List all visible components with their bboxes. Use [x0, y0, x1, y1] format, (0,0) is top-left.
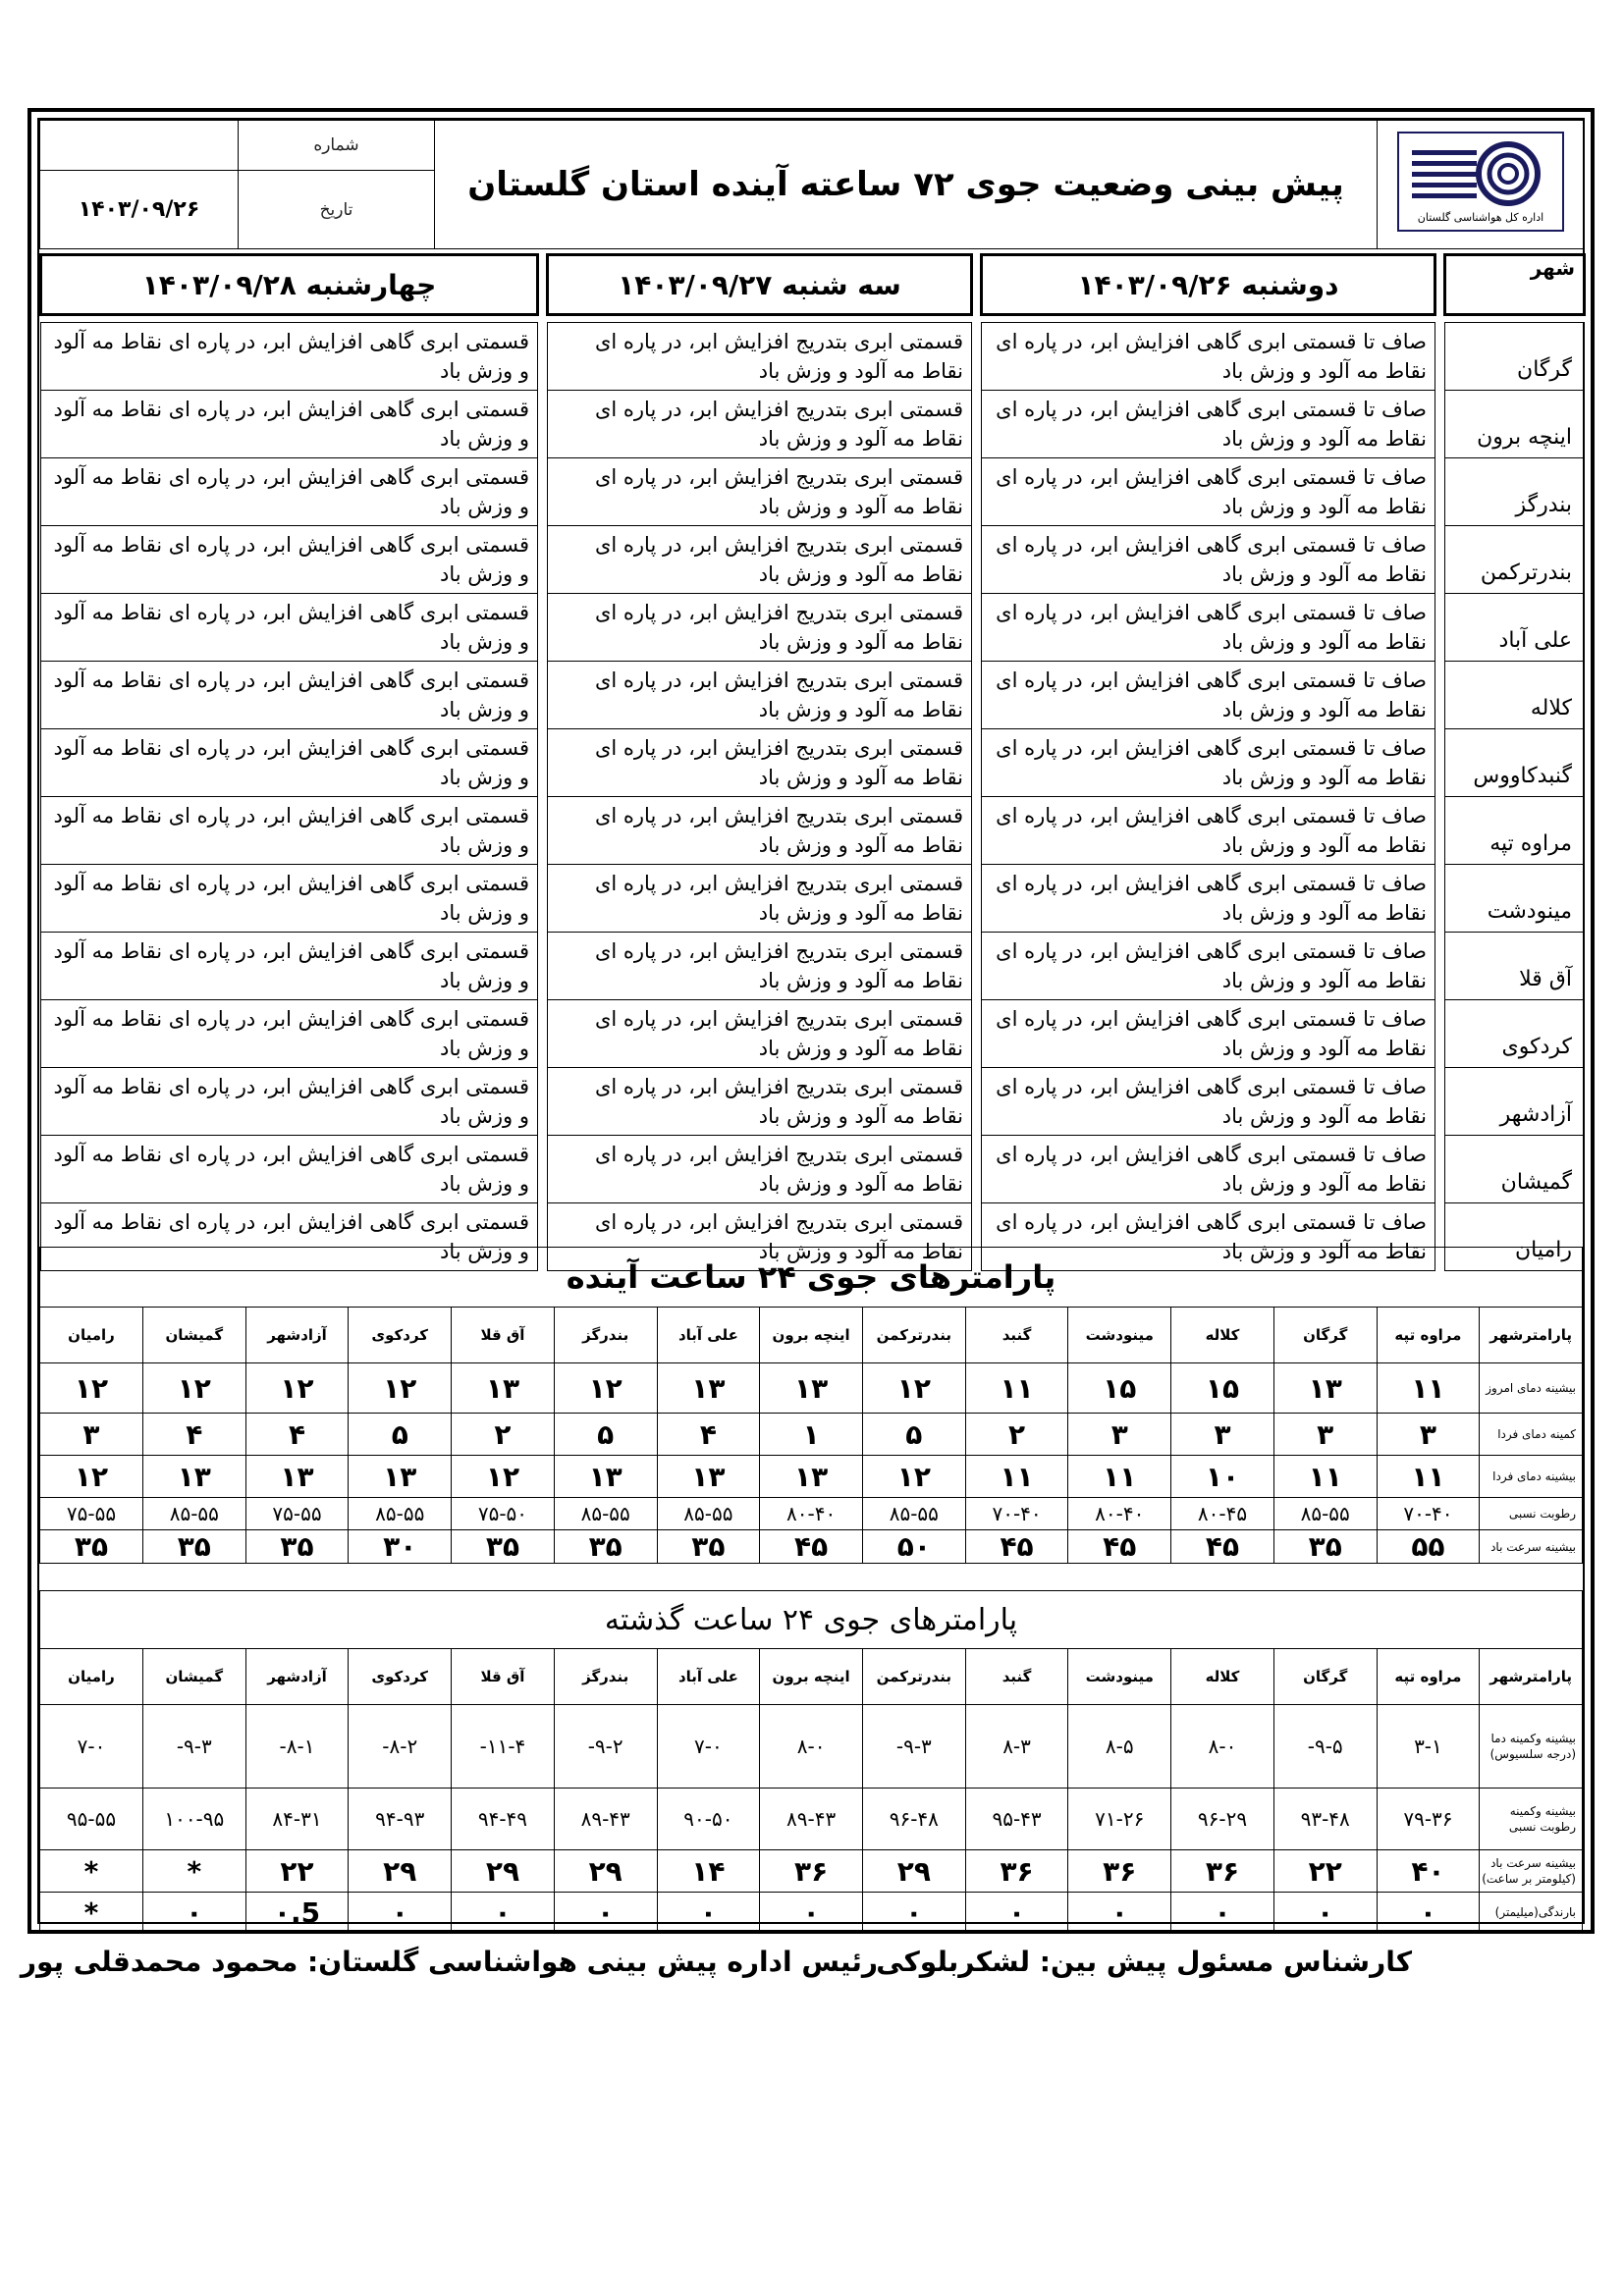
param-label: کمینه دمای فردا: [1480, 1414, 1583, 1456]
param-city-header: گرگان: [1273, 1308, 1377, 1363]
param-value: ۱۴: [657, 1850, 760, 1893]
param-value: ۱۱-۴-: [452, 1705, 555, 1789]
param-value: ۲۹: [554, 1850, 657, 1893]
date-label: تاریخ: [239, 171, 435, 249]
param-value: *: [40, 1850, 143, 1893]
forecast-day1-text: صاف تا قسمتی ابری گاهی افزایش ابر، در پاره ای نقاط مه آلود و وزش باد: [982, 1068, 1435, 1136]
param-value: ۱۲: [40, 1363, 143, 1414]
city-name: گنبدکاووس: [1445, 729, 1585, 797]
param-row: [40, 1789, 1583, 1850]
param-value: ۸۵-۵۵: [554, 1498, 657, 1530]
param-corner-header: پارامترشهر: [1480, 1649, 1583, 1705]
param-value: ۸-۱-: [245, 1705, 349, 1789]
param-value: ۸۹-۴۳: [760, 1789, 863, 1850]
forecast-day2-text: قسمتی ابری بتدریج افزایش ابر، در پاره ای نقاط مه آلود و وزش باد: [548, 1000, 972, 1068]
param-label: بیشینه وکمینه رطوبت نسبی: [1480, 1789, 1583, 1850]
number-value: [40, 121, 239, 171]
param-value: ۸۰-۴۰: [760, 1498, 863, 1530]
city-name: بندرگز: [1445, 458, 1585, 526]
param-value: ۸۵-۵۵: [657, 1498, 760, 1530]
city-name: مراوه تپه: [1445, 797, 1585, 865]
forecast-day2-text: قسمتی ابری بتدریج افزایش ابر، در پاره ای نقاط مه آلود و وزش باد: [548, 391, 972, 458]
param-row: [40, 1414, 1583, 1456]
param-value: ۷۵-۵۵: [40, 1498, 143, 1530]
city-name: گمیشان: [1445, 1136, 1585, 1203]
param-city-header: کردکوی: [349, 1649, 452, 1705]
forecast-day3-text: قسمتی ابری گاهی افزایش ابر، در پاره ای نقاط مه آلود و وزش باد: [41, 662, 538, 729]
forecast-row: [41, 1068, 1585, 1136]
param-city-header: علی آباد: [657, 1649, 760, 1705]
forecast-day2-text: قسمتی ابری بتدریج افزایش ابر، در پاره ای نقاط مه آلود و وزش باد: [548, 662, 972, 729]
meteorological-organization-logo: [1392, 129, 1569, 237]
param-value: ۱۲: [554, 1363, 657, 1414]
forecast-day3-text: قسمتی ابری گاهی افزایش ابر، در پاره ای نقاط مه آلود و وزش باد: [41, 1136, 538, 1203]
param-value: ۱۲: [142, 1363, 245, 1414]
forecast-day3-text: قسمتی ابری گاهی افزایش ابر، در پاره ای نقاط مه آلود و وزش باد: [41, 594, 538, 662]
city-name: بندرترکمن: [1445, 526, 1585, 594]
param-value: ۴: [142, 1414, 245, 1456]
param-city-header: کردکوی: [349, 1308, 452, 1363]
param-city-header: آق قلا: [452, 1308, 555, 1363]
param-value: ۳: [1068, 1414, 1171, 1456]
forecast-day1-text: صاف تا قسمتی ابری گاهی افزایش ابر، در پاره ای نقاط مه آلود و وزش باد: [982, 1203, 1435, 1271]
forecast-day3-text: قسمتی ابری گاهی افزایش ابر، در پاره ای نقاط مه آلود و وزش باد: [41, 865, 538, 933]
header-table: [39, 120, 1584, 249]
forecast-day1-text: صاف تا قسمتی ابری گاهی افزایش ابر، در پاره ای نقاط مه آلود و وزش باد: [982, 729, 1435, 797]
param-value: ۸۹-۴۳: [554, 1789, 657, 1850]
param-value: ۹-۳-: [862, 1705, 965, 1789]
param-row: [40, 1893, 1583, 1933]
param-value: ۳۵: [452, 1530, 555, 1564]
forecast-day3-text: قسمتی ابری گاهی افزایش ابر، در پاره ای نقاط مه آلود و وزش باد: [41, 1068, 538, 1136]
city-name: کلاله: [1445, 662, 1585, 729]
forecast-day3-text: قسمتی ابری گاهی افزایش ابر، در پاره ای نقاط مه آلود و وزش باد: [41, 391, 538, 458]
param-city-header: آزادشهر: [245, 1308, 349, 1363]
param-value: ۴۰: [1377, 1850, 1480, 1893]
param-value: ۸۰-۴۵: [1171, 1498, 1274, 1530]
param-value: ۰: [1273, 1893, 1377, 1933]
param-city-header: گمیشان: [142, 1649, 245, 1705]
param-value: ۰: [1171, 1893, 1274, 1933]
param-value: ۷۰-۴۰: [1377, 1498, 1480, 1530]
param-city-header: مینودشت: [1068, 1649, 1171, 1705]
param-value: ۸-۵: [1068, 1705, 1171, 1789]
param-value: ۳۵: [1273, 1530, 1377, 1564]
param-label: بیشینه سرعت باد: [1480, 1530, 1583, 1564]
param-value: ۳: [40, 1414, 143, 1456]
number-label: شماره: [239, 121, 435, 171]
forecast-row: [41, 526, 1585, 594]
param-city-header: بندرگز: [554, 1649, 657, 1705]
param-value: ۰: [452, 1893, 555, 1933]
param-value: ۹۶-۲۹: [1171, 1789, 1274, 1850]
forecast-row: [41, 1000, 1585, 1068]
param-value: ۱۲: [349, 1363, 452, 1414]
param-value: ۵: [554, 1414, 657, 1456]
param-label: بارندگی(میلیمتر): [1480, 1893, 1583, 1933]
param-row: [40, 1705, 1583, 1789]
forecast-day3-text: قسمتی ابری گاهی افزایش ابر، در پاره ای نقاط مه آلود و وزش باد: [41, 797, 538, 865]
param-value: ۳۵: [142, 1530, 245, 1564]
param-city-header: کلاله: [1171, 1308, 1274, 1363]
param-value: ۱۳: [142, 1456, 245, 1498]
param-value: ۳۵: [657, 1530, 760, 1564]
param-value: ۱۳: [760, 1363, 863, 1414]
city-name: رامیان: [1445, 1203, 1585, 1271]
city-column-header: شهر: [1445, 255, 1585, 315]
forecast-row: [41, 323, 1585, 391]
param-value: ۸۴-۳۱: [245, 1789, 349, 1850]
param-label: بیشینه دمای امروز: [1480, 1363, 1583, 1414]
param-value: ۱۲: [862, 1456, 965, 1498]
forecast-row: [41, 933, 1585, 1000]
city-name: کردکوی: [1445, 1000, 1585, 1068]
forecast-row: [41, 662, 1585, 729]
param-value: ۷۹-۳۶: [1377, 1789, 1480, 1850]
param-value: ۲۹: [452, 1850, 555, 1893]
forecast-row: [41, 458, 1585, 526]
param-value: ۰: [862, 1893, 965, 1933]
param-label: بیشینه وکمینه دما (درجه سلسیوس): [1480, 1705, 1583, 1789]
param-city-header: گنبد: [965, 1308, 1068, 1363]
forecast-day2-text: قسمتی ابری بتدریج افزایش ابر، در پاره ای نقاط مه آلود و وزش باد: [548, 933, 972, 1000]
forecast-day2-text: قسمتی ابری بتدریج افزایش ابر، در پاره ای نقاط مه آلود و وزش باد: [548, 865, 972, 933]
param-value: ۲: [452, 1414, 555, 1456]
day-header-3: چهارشنبه ۱۴۰۳/۰۹/۲۸: [41, 255, 538, 315]
forecast-day1-text: صاف تا قسمتی ابری گاهی افزایش ابر، در پاره ای نقاط مه آلود و وزش باد: [982, 662, 1435, 729]
param-value: ۵۰: [862, 1530, 965, 1564]
param-value: ۰: [554, 1893, 657, 1933]
forecast-day2-text: قسمتی ابری بتدریج افزایش ابر، در پاره ای نقاط مه آلود و وزش باد: [548, 594, 972, 662]
params-past-table: [39, 1590, 1583, 1933]
param-city-header: آزادشهر: [245, 1649, 349, 1705]
param-value: ۲۲: [1273, 1850, 1377, 1893]
forecast-day2-text: قسمتی ابری بتدریج افزایش ابر، در پاره ای نقاط مه آلود و وزش باد: [548, 1068, 972, 1136]
param-value: ۱۳: [349, 1456, 452, 1498]
param-city-header: رامیان: [40, 1649, 143, 1705]
param-row: [40, 1363, 1583, 1414]
forecast-row: [41, 594, 1585, 662]
param-value: ۰: [349, 1893, 452, 1933]
forecast-row: [41, 729, 1585, 797]
forecast-day1-text: صاف تا قسمتی ابری گاهی افزایش ابر، در پاره ای نقاط مه آلود و وزش باد: [982, 865, 1435, 933]
param-value: ۲: [965, 1414, 1068, 1456]
city-name: گرگان: [1445, 323, 1585, 391]
param-value: ۸-۲-: [349, 1705, 452, 1789]
forecast-day1-text: صاف تا قسمتی ابری گاهی افزایش ابر، در پاره ای نقاط مه آلود و وزش باد: [982, 323, 1435, 391]
param-value: ۱: [760, 1414, 863, 1456]
param-city-header: کلاله: [1171, 1649, 1274, 1705]
day-header-1: دوشنبه ۱۴۰۳/۰۹/۲۶: [982, 255, 1435, 315]
param-city-header: گمیشان: [142, 1308, 245, 1363]
param-value: *: [142, 1850, 245, 1893]
page-title: پیش بینی وضعیت جوی ۷۲ ساعته آینده استان گلستان: [435, 121, 1378, 249]
param-value: ۸-۳: [965, 1705, 1068, 1789]
param-value: ۱۵: [1171, 1363, 1274, 1414]
param-value: ۵۵: [1377, 1530, 1480, 1564]
param-value: ۱۰۰-۹۵: [142, 1789, 245, 1850]
param-value: ۱۳: [657, 1363, 760, 1414]
param-value: ۷۱-۲۶: [1068, 1789, 1171, 1850]
param-row: [40, 1498, 1583, 1530]
param-label: بیشینه دمای فردا: [1480, 1456, 1583, 1498]
forecast-day3-text: قسمتی ابری گاهی افزایش ابر، در پاره ای نقاط مه آلود و وزش باد: [41, 526, 538, 594]
param-value: ۲۹: [862, 1850, 965, 1893]
param-value: ۰: [1068, 1893, 1171, 1933]
param-value: ۸۵-۵۵: [1273, 1498, 1377, 1530]
param-value: ۸۵-۵۵: [142, 1498, 245, 1530]
param-row: [40, 1850, 1583, 1893]
city-name: آق قلا: [1445, 933, 1585, 1000]
param-value: ۱۱: [1377, 1456, 1480, 1498]
param-value: ۱۱: [965, 1363, 1068, 1414]
param-city-header: بندرترکمن: [862, 1649, 965, 1705]
param-value: ۹-۲-: [554, 1705, 657, 1789]
forecast-row: [41, 865, 1585, 933]
param-value: ۴۵: [760, 1530, 863, 1564]
param-value: ۰: [760, 1893, 863, 1933]
param-value: ۳۶: [760, 1850, 863, 1893]
param-city-header: علی آباد: [657, 1308, 760, 1363]
forecast-row: [41, 391, 1585, 458]
city-name: آزادشهر: [1445, 1068, 1585, 1136]
param-value: ۱۳: [657, 1456, 760, 1498]
params-past-title: پارامترهای جوی ۲۴ ساعت گذشته: [40, 1591, 1583, 1649]
param-value: ۱۱: [1377, 1363, 1480, 1414]
forecast-day2-text: قسمتی ابری بتدریج افزایش ابر، در پاره ای نقاط مه آلود و وزش باد: [548, 526, 972, 594]
param-city-header: رامیان: [40, 1308, 143, 1363]
param-value: ۸-۰: [760, 1705, 863, 1789]
forecast-day1-text: صاف تا قسمتی ابری گاهی افزایش ابر، در پاره ای نقاط مه آلود و وزش باد: [982, 933, 1435, 1000]
param-city-header: مراوه تپه: [1377, 1649, 1480, 1705]
param-value: ۸۵-۵۵: [862, 1498, 965, 1530]
param-value: ۲۲: [245, 1850, 349, 1893]
param-value: ۱۲: [452, 1456, 555, 1498]
param-city-header: مراوه تپه: [1377, 1308, 1480, 1363]
expert-signature: کارشناس مسئول پیش بین: لشکربلوکی: [876, 1946, 1412, 1978]
param-value: ۱۳: [1273, 1363, 1377, 1414]
day-header-2: سه شنبه ۱۴۰۳/۰۹/۲۷: [548, 255, 972, 315]
param-value: ۷-۰: [40, 1705, 143, 1789]
city-name: علی آباد: [1445, 594, 1585, 662]
forecast-day1-text: صاف تا قسمتی ابری گاهی افزایش ابر، در پاره ای نقاط مه آلود و وزش باد: [982, 797, 1435, 865]
param-value: ۱۱: [1273, 1456, 1377, 1498]
param-city-header: گرگان: [1273, 1649, 1377, 1705]
forecast-day2-text: قسمتی ابری بتدریج افزایش ابر، در پاره ای نقاط مه آلود و وزش باد: [548, 1203, 972, 1271]
forecast-day3-text: قسمتی ابری گاهی افزایش ابر، در پاره ای نقاط مه آلود و وزش باد: [41, 1203, 538, 1271]
params-next-title: پارامترهای جوی ۲۴ ساعت آینده: [40, 1248, 1583, 1308]
param-value: ۵: [349, 1414, 452, 1456]
param-value: ۹۰-۵۰: [657, 1789, 760, 1850]
forecast-day1-text: صاف تا قسمتی ابری گاهی افزایش ابر، در پاره ای نقاط مه آلود و وزش باد: [982, 1000, 1435, 1068]
forecast-day2-text: قسمتی ابری بتدریج افزایش ابر، در پاره ای نقاط مه آلود و وزش باد: [548, 323, 972, 391]
param-city-header: گنبد: [965, 1649, 1068, 1705]
param-value: ۱۱: [1068, 1456, 1171, 1498]
logo-caption: اداره کل هواشناسی گلستان: [1417, 211, 1543, 224]
param-corner-header: پارامترشهر: [1480, 1308, 1583, 1363]
param-value: ۷۵-۵۵: [245, 1498, 349, 1530]
inner-frame: [37, 118, 1585, 1929]
params-next-table: [39, 1247, 1583, 1564]
param-value: ۱۳: [245, 1456, 349, 1498]
param-value: ۹۳-۴۸: [1273, 1789, 1377, 1850]
param-value: ۱۲: [40, 1456, 143, 1498]
param-value: ۷۵-۵۰: [452, 1498, 555, 1530]
param-value: ۳۶: [1171, 1850, 1274, 1893]
forecast-day1-text: صاف تا قسمتی ابری گاهی افزایش ابر، در پاره ای نقاط مه آلود و وزش باد: [982, 594, 1435, 662]
forecast-header-row: [41, 255, 1585, 315]
forecast-table: [39, 253, 1586, 1271]
param-value: ۳۶: [1068, 1850, 1171, 1893]
param-value: ۰: [965, 1893, 1068, 1933]
param-value: ۱۲: [862, 1363, 965, 1414]
param-row: [40, 1456, 1583, 1498]
param-value: ۹۵-۵۵: [40, 1789, 143, 1850]
param-value: *: [40, 1893, 143, 1933]
forecast-day1-text: صاف تا قسمتی ابری گاهی افزایش ابر، در پاره ای نقاط مه آلود و وزش باد: [982, 391, 1435, 458]
param-value: ۹۴-۴۹: [452, 1789, 555, 1850]
param-value: ۴۵: [965, 1530, 1068, 1564]
param-city-header: اینچه برون: [760, 1308, 863, 1363]
param-value: ۹۵-۴۳: [965, 1789, 1068, 1850]
param-value: ۳۰: [349, 1530, 452, 1564]
param-value: ۳۶: [965, 1850, 1068, 1893]
forecast-day1-text: صاف تا قسمتی ابری گاهی افزایش ابر، در پاره ای نقاط مه آلود و وزش باد: [982, 526, 1435, 594]
param-value: ۰: [142, 1893, 245, 1933]
forecast-row: [41, 1136, 1585, 1203]
forecast-day1-text: صاف تا قسمتی ابری گاهی افزایش ابر، در پاره ای نقاط مه آلود و وزش باد: [982, 1136, 1435, 1203]
param-value: ۳: [1273, 1414, 1377, 1456]
param-value: ۱۵: [1068, 1363, 1171, 1414]
param-value: ۸۰-۴۰: [1068, 1498, 1171, 1530]
param-value: ۱۱: [965, 1456, 1068, 1498]
param-value: ۴۵: [1068, 1530, 1171, 1564]
forecast-day2-text: قسمتی ابری بتدریج افزایش ابر، در پاره ای نقاط مه آلود و وزش باد: [548, 1136, 972, 1203]
param-city-header: بندرگز: [554, 1308, 657, 1363]
forecast-row: [41, 797, 1585, 865]
param-city-header: آق قلا: [452, 1649, 555, 1705]
param-value: ۹-۳-: [142, 1705, 245, 1789]
page-frame: [27, 108, 1595, 1934]
param-value: ۳-۱: [1377, 1705, 1480, 1789]
param-value: ۲۹: [349, 1850, 452, 1893]
forecast-day2-text: قسمتی ابری بتدریج افزایش ابر، در پاره ای نقاط مه آلود و وزش باد: [548, 729, 972, 797]
param-value: ۱۳: [452, 1363, 555, 1414]
param-value: ۰: [657, 1893, 760, 1933]
param-value: ۱۰: [1171, 1456, 1274, 1498]
param-label: رطوبت نسبی: [1480, 1498, 1583, 1530]
forecast-day2-text: قسمتی ابری بتدریج افزایش ابر، در پاره ای نقاط مه آلود و وزش باد: [548, 458, 972, 526]
forecast-day2-text: قسمتی ابری بتدریج افزایش ابر، در پاره ای نقاط مه آلود و وزش باد: [548, 797, 972, 865]
param-value: ۱۳: [760, 1456, 863, 1498]
param-value: ۹۴-۹۳: [349, 1789, 452, 1850]
head-signature: رئیس اداره پیش بینی هواشناسی گلستان: محمود محمدقلی پور: [20, 1946, 878, 1978]
param-value: ۳۵: [554, 1530, 657, 1564]
forecast-day3-text: قسمتی ابری گاهی افزایش ابر، در پاره ای نقاط مه آلود و وزش باد: [41, 933, 538, 1000]
city-name: مینودشت: [1445, 865, 1585, 933]
param-value: ۱۲: [245, 1363, 349, 1414]
forecast-day3-text: قسمتی ابری گاهی افزایش ابر، در پاره ای نقاط مه آلود و وزش باد: [41, 458, 538, 526]
param-value: ۴: [657, 1414, 760, 1456]
param-city-header: بندرترکمن: [862, 1308, 965, 1363]
param-value: ۰: [1377, 1893, 1480, 1933]
param-value: ۹۶-۴۸: [862, 1789, 965, 1850]
logo: [1378, 121, 1584, 249]
param-value: ۸-۰: [1171, 1705, 1274, 1789]
param-row: [40, 1530, 1583, 1564]
param-value: ۰.5: [245, 1893, 349, 1933]
forecast-day1-text: صاف تا قسمتی ابری گاهی افزایش ابر، در پاره ای نقاط مه آلود و وزش باد: [982, 458, 1435, 526]
param-value: ۳: [1171, 1414, 1274, 1456]
param-value: ۴۵: [1171, 1530, 1274, 1564]
param-value: ۳: [1377, 1414, 1480, 1456]
param-value: ۳۵: [245, 1530, 349, 1564]
param-value: ۷۰-۴۰: [965, 1498, 1068, 1530]
param-value: ۵: [862, 1414, 965, 1456]
forecast-day3-text: قسمتی ابری گاهی افزایش ابر، در پاره ای نقاط مه آلود و وزش باد: [41, 323, 538, 391]
city-name: اینچه برون: [1445, 391, 1585, 458]
param-city-header: اینچه برون: [760, 1649, 863, 1705]
param-value: ۸۵-۵۵: [349, 1498, 452, 1530]
date-value: ۱۴۰۳/۰۹/۲۶: [40, 171, 239, 249]
param-city-header: مینودشت: [1068, 1308, 1171, 1363]
forecast-day3-text: قسمتی ابری گاهی افزایش ابر، در پاره ای نقاط مه آلود و وزش باد: [41, 1000, 538, 1068]
param-value: ۳۵: [40, 1530, 143, 1564]
param-value: ۷-۰: [657, 1705, 760, 1789]
param-value: ۹-۵-: [1273, 1705, 1377, 1789]
param-value: ۴: [245, 1414, 349, 1456]
param-label: بیشینه سرعت باد (کیلومتر بر ساعت): [1480, 1850, 1583, 1893]
param-value: ۱۳: [554, 1456, 657, 1498]
forecast-day3-text: قسمتی ابری گاهی افزایش ابر، در پاره ای نقاط مه آلود و وزش باد: [41, 729, 538, 797]
